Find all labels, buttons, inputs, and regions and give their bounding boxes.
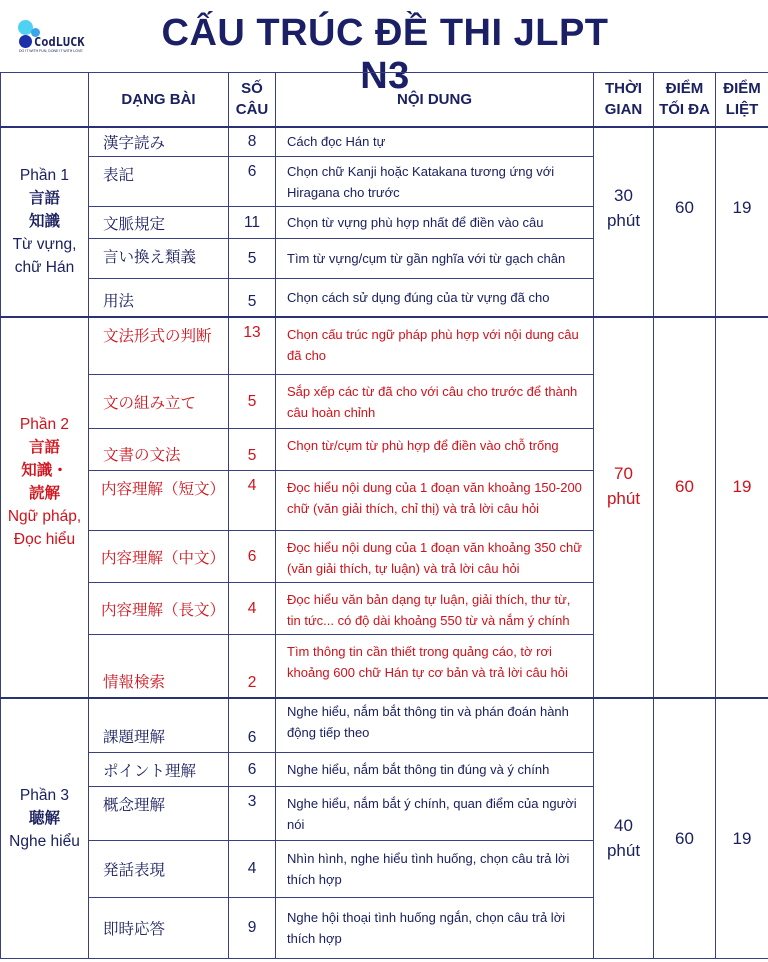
question-content: Chọn cách sử dụng đúng của từ vựng đã cho xyxy=(276,279,594,317)
section-3-label: Phần 3 聴解 Nghe hiểu xyxy=(1,698,89,959)
question-content: Đọc hiểu nội dung của 1 đoạn văn khoảng 350 chữ (văn giải thích, tự luận) và trả lời câu hỏi xyxy=(276,531,594,583)
question-count: 3 xyxy=(229,787,276,841)
column-header-section xyxy=(1,73,89,127)
question-type: 内容理解（長文） xyxy=(89,583,229,635)
section-3-time: 40 phút xyxy=(594,698,654,959)
section-2-time: 70 phút xyxy=(594,317,654,698)
question-content: Nghe hội thoại tình huống ngắn, chọn câu trả lời thích hợp xyxy=(276,898,594,959)
logo-brand-text: CodLUCK xyxy=(34,35,85,49)
section-3-pass-score: 19 xyxy=(716,698,768,959)
table-row xyxy=(1,127,768,157)
question-type: 文の組み立て xyxy=(89,375,229,429)
question-content: Đọc hiểu văn bản dạng tự luận, giải thích, thư từ, tin tức... có độ dài khoảng 550 từ và nắm ý chính xyxy=(276,583,594,635)
question-content: Nghe hiểu, nắm bắt ý chính, quan điểm của người nói xyxy=(276,787,594,841)
question-count: 6 xyxy=(229,698,276,753)
question-type: 文書の文法 xyxy=(89,429,229,471)
codluck-logo xyxy=(16,18,106,58)
question-content: Sắp xếp các từ đã cho với câu cho trước để thành câu hoàn chỉnh xyxy=(276,375,594,429)
question-type: 内容理解（中文） xyxy=(89,531,229,583)
logo-bubble-icon xyxy=(19,35,32,48)
question-count: 11 xyxy=(229,207,276,239)
question-content: Nhìn hình, nghe hiểu tình huống, chọn câu trả lời thích hợp xyxy=(276,841,594,898)
logo-tagline: DO IT WITH FUN, DONE IT WITH LOVE xyxy=(19,49,83,53)
table-header-row xyxy=(1,73,768,127)
column-header-type: DẠNG BÀI xyxy=(89,73,229,127)
question-count: 8 xyxy=(229,127,276,157)
page-header xyxy=(0,0,768,97)
question-count: 6 xyxy=(229,157,276,207)
section-2-label: Phần 2 言語 知識・ 読解 Ngữ pháp, Đọc hiểu xyxy=(1,317,89,698)
section-1-time: 30 phút xyxy=(594,127,654,317)
question-type: 文法形式の判断 xyxy=(89,317,229,375)
question-type: 発話表現 xyxy=(89,841,229,898)
table-row xyxy=(1,698,768,753)
question-count: 4 xyxy=(229,583,276,635)
question-content: Cách đọc Hán tự xyxy=(276,127,594,157)
column-header-max-score: ĐIỂM TỐI ĐA xyxy=(654,73,716,127)
section-2-max-score: 60 xyxy=(654,317,716,698)
column-header-time: THỜI GIAN xyxy=(594,73,654,127)
question-type: 課題理解 xyxy=(89,698,229,753)
question-count: 4 xyxy=(229,841,276,898)
question-type: 漢字読み xyxy=(89,127,229,157)
question-content: Nghe hiểu, nắm bắt thông tin đúng và ý chính xyxy=(276,753,594,787)
question-count: 5 xyxy=(229,375,276,429)
question-count: 6 xyxy=(229,753,276,787)
question-type: 即時応答 xyxy=(89,898,229,959)
section-1-max-score: 60 xyxy=(654,127,716,317)
question-content: Chọn từ/cụm từ phù hợp để điền vào chỗ trống xyxy=(276,429,594,471)
table-row xyxy=(1,317,768,375)
question-type: 概念理解 xyxy=(89,787,229,841)
page-title: CẤU TRÚC ĐỀ THI JLPT N3 xyxy=(161,12,609,97)
column-header-pass-score: ĐIỂM LIỆT xyxy=(716,73,768,127)
jlpt-structure-table xyxy=(0,72,768,959)
question-count: 5 xyxy=(229,429,276,471)
column-header-content: NỘI DUNG xyxy=(276,73,594,127)
question-type: 内容理解（短文） xyxy=(89,471,229,531)
question-type: ポイント理解 xyxy=(89,753,229,787)
question-count: 9 xyxy=(229,898,276,959)
question-count: 5 xyxy=(229,239,276,279)
question-content: Chọn cấu trúc ngữ pháp phù hợp với nội dung câu đã cho xyxy=(276,317,594,375)
question-type: 用法 xyxy=(89,279,229,317)
question-type: 言い換え類義 xyxy=(89,239,229,279)
question-content: Đọc hiểu nội dung của 1 đoạn văn khoảng 150-200 chữ (văn giải thích, chỉ thị) và trả lời câu hỏi xyxy=(276,471,594,531)
question-type: 表記 xyxy=(89,157,229,207)
question-content: Tìm thông tin cần thiết trong quảng cáo, tờ rơi khoảng 600 chữ Hán tự cơ bản và trả lời câu hỏi xyxy=(276,635,594,698)
section-1-label: Phần 1 言語 知識 Từ vựng, chữ Hán xyxy=(1,127,89,317)
question-type: 文脈規定 xyxy=(89,207,229,239)
question-content: Nghe hiểu, nắm bắt thông tin và phán đoán hành động tiếp theo xyxy=(276,698,594,753)
question-count: 4 xyxy=(229,471,276,531)
question-count: 6 xyxy=(229,531,276,583)
question-type: 情報検索 xyxy=(89,635,229,698)
column-header-count: SỐ CÂU xyxy=(229,73,276,127)
question-count: 5 xyxy=(229,279,276,317)
question-content: Tìm từ vựng/cụm từ gần nghĩa với từ gạch chân xyxy=(276,239,594,279)
section-1-pass-score: 19 xyxy=(716,127,768,317)
question-content: Chọn từ vựng phù hợp nhất để điền vào câu xyxy=(276,207,594,239)
question-count: 13 xyxy=(229,317,276,375)
question-content: Chọn chữ Kanji hoặc Katakana tương ứng với Hiragana cho trước xyxy=(276,157,594,207)
section-3-max-score: 60 xyxy=(654,698,716,959)
question-count: 2 xyxy=(229,635,276,698)
section-2-pass-score: 19 xyxy=(716,317,768,698)
